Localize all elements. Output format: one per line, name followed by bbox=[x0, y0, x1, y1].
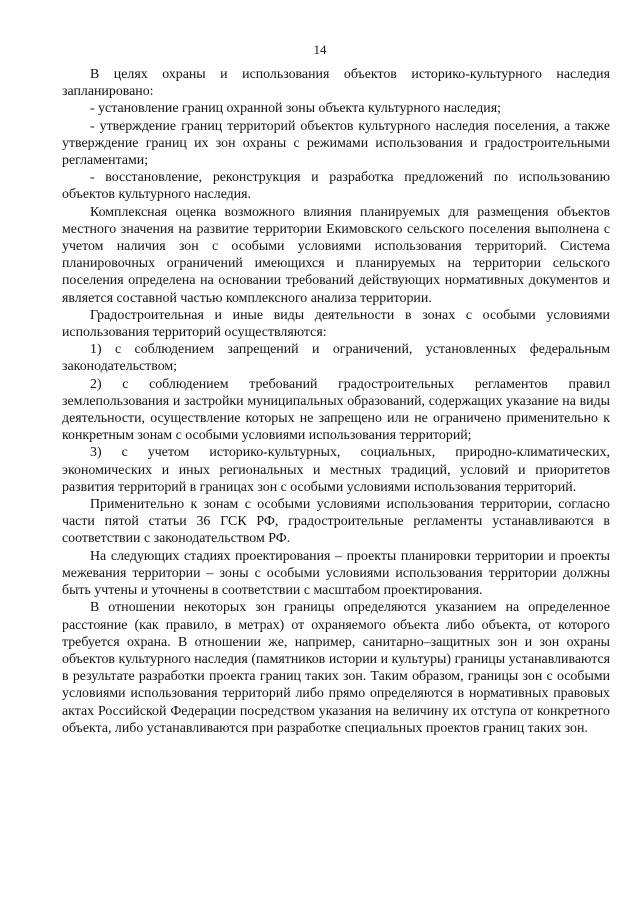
list-item-condition-1: 1) с соблюдением запрещений и ограничений, установленных федеральным законодательством; bbox=[62, 342, 610, 375]
list-item-boundary-approval: - утверждение границ территорий объектов культурного наследия поселения, а также утверждение границ их зон охраны с режимами использования и градостроительными регламентами; bbox=[62, 118, 610, 169]
document-body bbox=[62, 66, 610, 737]
list-item-restoration: - восстановление, реконструкция и разработка предложений по использованию объектов культурного наследия. bbox=[62, 170, 610, 203]
paragraph-intro: В целях охраны и использования объектов историко-культурного наследия запланировано: bbox=[62, 67, 610, 100]
list-item-condition-2: 2) с соблюдением требований градостроительных регламентов правил землепользования и застройки муниципальных образований, содержащих указание на виды деятельности, осуществление которых не запрещено или не ограничено применительно к конкретным зонам с особыми условиями использования территорий; bbox=[62, 376, 610, 444]
paragraph-assessment: Комплексная оценка возможного влияния планируемых для размещения объектов местного значения на развитие территории Екимовского сельского поселения выполнена с учетом наличия зон с особыми условиями использования территорий. Система планировочных ограничений имеющихся и планируемых на территории сельского поселения определена на основании требований действующих нормативных документов и является составной частью комплексного анализа территории. bbox=[62, 204, 610, 306]
paragraph-zone-boundaries: В отношении некоторых зон границы определяются указанием на определенное расстояние (как правило, в метрах) от охраняемого объекта либо объекта, от которого требуется охрана. В отношении же, например, санитарно–защитных зон и зон охраны объектов культурного наследия (памятников истории и культуры) границы устанавливаются в результате разработки проекта границ таких зон. Таким образом, границы зон с особыми условиями использования территорий либо прямо определяются в нормативных правовых актах Российской Федерации посредством указания на величину их отступа от конкретного объекта, либо устанавливаются при разработке специальных проектов границ таких зон. bbox=[62, 600, 610, 736]
paragraph-next-stages: На следующих стадиях проектирования – проекты планировки территории и проекты межевания территории – зоны с особыми условиями использования территории должны быть учтены и уточнены в соответствии с масштабом проектирования. bbox=[62, 548, 610, 599]
paragraph-regulations: Применительно к зонам с особыми условиями использования территории, согласно части пятой статьи 36 ГСК РФ, градостроительные регламенты устанавливаются в соответствии с законодательством РФ. bbox=[62, 497, 610, 547]
list-item-boundary-protection-zone: - установление границ охранной зоны объекта культурного наследия; bbox=[90, 101, 501, 117]
list-item-condition-3: 3) с учетом историко-культурных, социальных, природно-климатических, экономических и иных региональных и местных традиций, условий и приоритетов развития территорий в границах зон с особыми условиями использования территорий. bbox=[62, 445, 610, 495]
page-number: 14 bbox=[313, 42, 327, 57]
paragraph-activities: Градостроительная и иные виды деятельности в зонах с особыми условиями использования территорий осуществляются: bbox=[62, 307, 610, 341]
